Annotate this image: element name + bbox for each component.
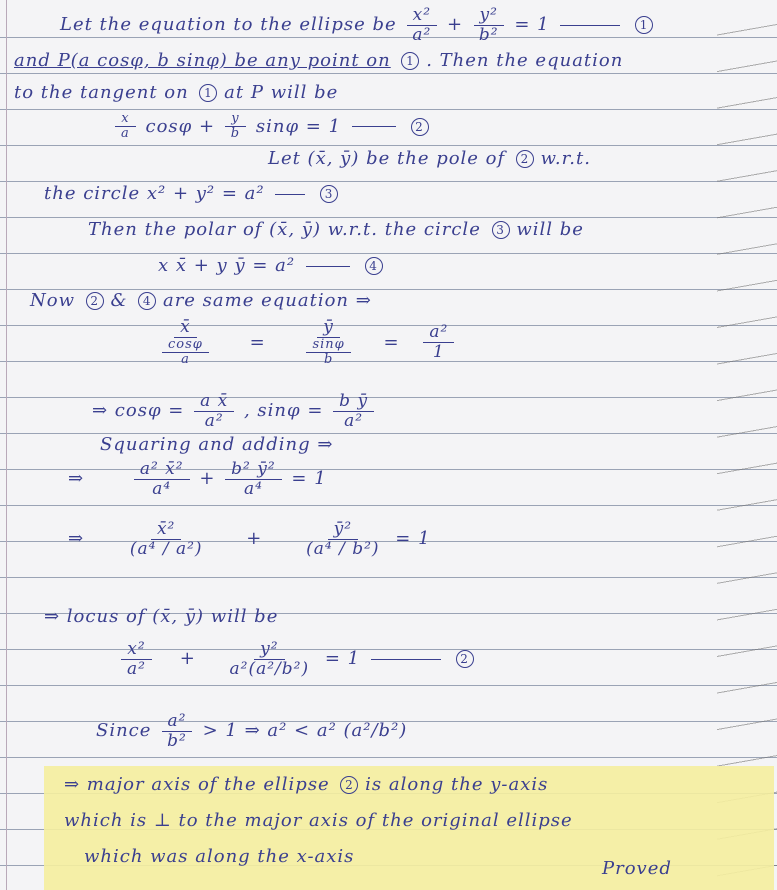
numerator: a² [423, 323, 454, 343]
line-13 [68, 460, 327, 498]
text: Proved [602, 858, 672, 879]
equation-tag: 1 [635, 16, 653, 34]
numerator: b ȳ [333, 392, 374, 412]
numerator: y² [474, 6, 504, 26]
denominator: a⁴ [243, 478, 263, 499]
equals-one: = 1 [395, 528, 431, 550]
line-10-ratio [150, 318, 457, 367]
text: . Then the equation [426, 50, 624, 71]
fraction-y2-a2a2b2 [224, 640, 316, 678]
text: Squaring and adding ⇒ [100, 434, 334, 455]
text: Let the equation to the ellipse be [60, 14, 397, 36]
text: , sinφ = [243, 400, 324, 422]
denominator: b² [167, 730, 187, 751]
denominator: a²(a²/b²) [229, 658, 310, 679]
fraction-a2x2-a4 [134, 460, 190, 498]
fraction-ax-a2 [194, 392, 234, 430]
line-11 [92, 392, 377, 430]
text: > 1 ⇒ a² < a² (a²/b²) [202, 720, 408, 742]
line-18 [64, 774, 548, 795]
denominator [297, 338, 359, 368]
margin-line [6, 0, 7, 890]
line-6 [44, 183, 338, 204]
text: Then the polar of (x̄, ȳ) w.r.t. the circle [88, 219, 481, 240]
text: will be [516, 219, 584, 240]
numerator: y [225, 112, 245, 127]
equals-one: = 1 [291, 468, 327, 490]
equation-tag: 2 [456, 650, 474, 668]
fraction-a2-b2 [161, 712, 193, 750]
text: ⇒ major axis of the ellipse [64, 774, 330, 795]
numerator: x̄ [174, 318, 197, 338]
text: ⇒ cosφ = [92, 400, 185, 422]
denominator: a [181, 351, 190, 367]
line-20 [84, 846, 354, 867]
line-4-tangent-equation [112, 112, 429, 142]
dash [275, 194, 305, 195]
implies-arrow: ⇒ [68, 468, 85, 490]
text: to the tangent on [14, 82, 189, 103]
equals-sign: = [249, 331, 266, 353]
text: cosφ + [145, 115, 216, 137]
text: ⇒ locus of (x̄, ȳ) will be [44, 606, 279, 627]
line-15 [44, 606, 278, 627]
text: which is ⊥ to the major axis of the original ellipse [64, 810, 573, 831]
fraction-y2-over-a4b2 [300, 520, 385, 558]
numerator: a² [162, 712, 193, 732]
equation-tag: 2 [516, 150, 534, 168]
numerator: a² x̄² [134, 460, 190, 480]
text: at P will be [224, 82, 339, 103]
plus-sign: + [246, 528, 263, 550]
numerator: a x̄ [194, 392, 234, 412]
numerator: ȳ [317, 318, 340, 338]
dash [371, 659, 441, 660]
equation-tag: 3 [320, 185, 338, 203]
text: the circle x² + y² = a² [44, 183, 265, 204]
page-edge-lines [717, 0, 777, 890]
numerator: ȳ² [328, 520, 358, 540]
fraction-xbar-cos [153, 318, 218, 367]
equals-one: = 1 [514, 14, 550, 36]
denominator: a² [127, 658, 146, 679]
line-8-polar-equation [158, 255, 383, 276]
line-14 [68, 520, 431, 558]
line-19 [64, 810, 573, 831]
fraction-x-a [115, 112, 136, 142]
equals-sign: = [383, 331, 400, 353]
line-7 [88, 219, 584, 240]
numerator: b² ȳ² [225, 460, 282, 480]
numerator: x² [121, 640, 151, 660]
equals-one: = 1 [324, 648, 361, 670]
text: x x̄ + y ȳ = a² [158, 255, 296, 276]
text: Since [96, 720, 152, 742]
fraction-cos-a [162, 338, 209, 368]
text: Now [30, 290, 75, 311]
denominator: a² [204, 410, 224, 431]
denominator: b [230, 126, 241, 142]
numerator: x² [407, 6, 437, 26]
numerator: x̄² [151, 520, 181, 540]
numerator: sinφ [306, 338, 350, 353]
equation-tag: 1 [199, 84, 217, 102]
denominator [153, 338, 218, 368]
plus-sign: + [447, 14, 464, 36]
denominator: (a⁴ / b²) [306, 538, 380, 559]
text: are same equation ⇒ [162, 290, 372, 311]
equation-tag: 2 [86, 292, 104, 310]
ampersand: & [110, 290, 128, 311]
denominator: 1 [432, 342, 445, 363]
line-5 [268, 148, 591, 169]
equation-tag: 4 [138, 292, 156, 310]
numerator: y² [254, 640, 284, 660]
fraction-ybar-sin [297, 318, 359, 367]
dash [560, 25, 620, 26]
fraction-x2-a2 [121, 640, 152, 678]
equation-tag: 1 [401, 52, 419, 70]
equation-tag: 4 [365, 257, 383, 275]
fraction-y-b [225, 112, 246, 142]
equation-tag: 2 [340, 776, 358, 794]
plus-sign: + [179, 648, 196, 670]
fraction-a2-1 [423, 323, 454, 361]
line-2 [14, 50, 623, 71]
line-1 [60, 6, 653, 44]
line-12 [100, 434, 333, 455]
text: w.r.t. [540, 148, 591, 169]
fraction-x2-a2 [406, 6, 437, 44]
denominator: b [323, 351, 334, 367]
implies-arrow: ⇒ [68, 528, 85, 550]
text: Let (x̄, ȳ) be the pole of [268, 148, 506, 169]
text: which was along the x-axis [84, 846, 355, 867]
text: is along the y-axis [365, 774, 549, 795]
denominator: a² [412, 24, 432, 45]
line-17 [96, 712, 407, 750]
plus-sign: + [199, 468, 216, 490]
fraction-by-a2 [333, 392, 374, 430]
denominator: a [121, 126, 130, 142]
denominator: a⁴ [152, 478, 172, 499]
denominator: (a⁴ / a²) [129, 538, 203, 559]
numerator: x [115, 112, 135, 127]
dash [306, 266, 350, 267]
dash [352, 126, 396, 127]
fraction-sin-b [306, 338, 350, 368]
line-3 [14, 82, 338, 103]
fraction-b2y2-a4 [225, 460, 282, 498]
denominator: a² [344, 410, 364, 431]
fraction-x2-over-a4a2 [124, 520, 209, 558]
text: sinφ = 1 [255, 115, 342, 137]
fraction-y2-b2 [473, 6, 505, 44]
text: and P(a cosφ, b sinφ) be any point on [14, 50, 391, 71]
equation-tag: 3 [492, 221, 510, 239]
numerator: cosφ [162, 338, 209, 353]
line-16-locus-equation [118, 640, 474, 678]
proved-signature [602, 858, 672, 879]
line-9 [30, 290, 372, 311]
equation-tag: 2 [411, 118, 429, 136]
denominator: b² [478, 24, 499, 45]
